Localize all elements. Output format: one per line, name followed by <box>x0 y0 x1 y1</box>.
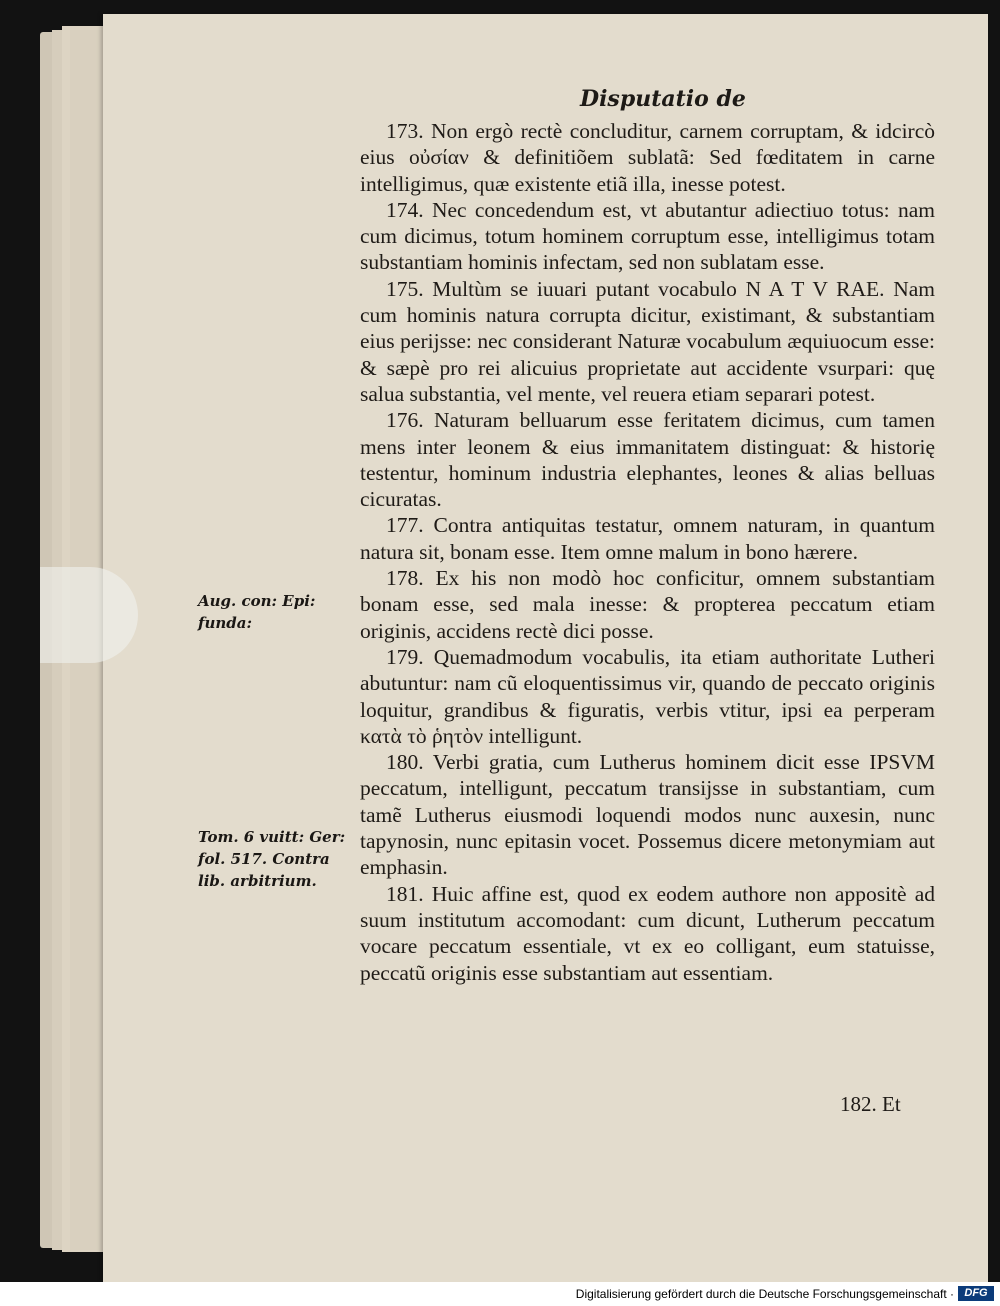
paragraph-181: 181. Huic affine est, quod ex eodem authore non appositè ad suum institutum accomodant: cum dicunt, Lutherum peccatum vocare peccatum essentiale, vt ex eo colligant, eum statuisse, peccatũ originis esse substantiam aut essentiam. <box>360 881 935 985</box>
margin-note-augustine: Aug. con: Epi: funda: <box>198 592 316 632</box>
paragraph-177: 177. Contra antiquitas testatur, omnem naturam, in quantum natura sit, bonam esse. Item omne malum in bono hærere. <box>360 513 935 564</box>
margin-note-luther-works: Tom. 6 vuitt: Ger: fol. 517. Contra lib. arbitrium. <box>198 828 346 890</box>
funding-notice: Digitalisierung gefördert durch die Deutsche Forschungsgemeinschaft · <box>575 1287 954 1301</box>
paragraph-174: 174. Nec concedendum est, vt abutantur adiectiuo totus: nam cum dicimus, totum hominem corruptum esse, intelligimus totam substantiam hominis infectam, sed non sublatam esse. <box>360 197 935 275</box>
paragraph-175: 175. Multùm se iuuari putant vocabulo N A T V RAE. Nam cum hominis natura corrupta dicitur, existimant, & substantiam eius perijsse: nec considerant Naturæ vocabulum æquiuocum esse: & sæpè pro rei alicuius proprietate aut accidente vsurpari: quę salua substantia, vel mente, vel reuera etiam separari potest. <box>360 276 935 406</box>
catchword: 182. Et <box>840 1092 901 1116</box>
paragraph-180: 180. Verbi gratia, cum Lutherus hominem dicit esse IPSVM peccatum, intelligunt, peccatum transijsse in substantiam, cum tamẽ Lutherus eiusmodi loquendi modos nunc auxesin, nunc tapynosin, nunc epitasin vocet. Possemus dicere metonymiam aut emphasin. <box>360 750 935 880</box>
paragraph-179: 179. Quemadmodum vocabulis, ita etiam authoritate Lutheri abutuntur: nam cũ eloquentissimus vir, quando de peccato originis loquitur, grandibus & figuratis, verbis vtitur, ipsi ea perperam κατὰ τὸ ῥητὸν intelligunt. <box>360 644 935 748</box>
page-clip <box>40 567 138 663</box>
dfg-logo: DFG <box>958 1286 994 1301</box>
body-text <box>360 118 935 986</box>
paragraph-176: 176. Naturam belluarum esse feritatem dicimus, cum tamen mens inter leonem & eius immanitatem distinguat: & historię testentur, hominum industria elephantes, leones & alias belluas cicuratas. <box>360 408 935 512</box>
running-head: Disputatio de <box>580 86 746 112</box>
paragraph-178: 178. Ex his non modò hoc conficitur, omnem substantiam bonam esse, sed mala inesse: & propterea peccatum etiam originis, accidens rectè dici posse. <box>360 566 935 643</box>
paragraph-173: 173. Non ergò rectè concluditur, carnem corruptam, & idcircò eius οὐσίαν & definitiõem sublatã: Sed fœditatem in carne intelligimus, quæ existente etiã illa, inesse potest. <box>360 119 935 196</box>
